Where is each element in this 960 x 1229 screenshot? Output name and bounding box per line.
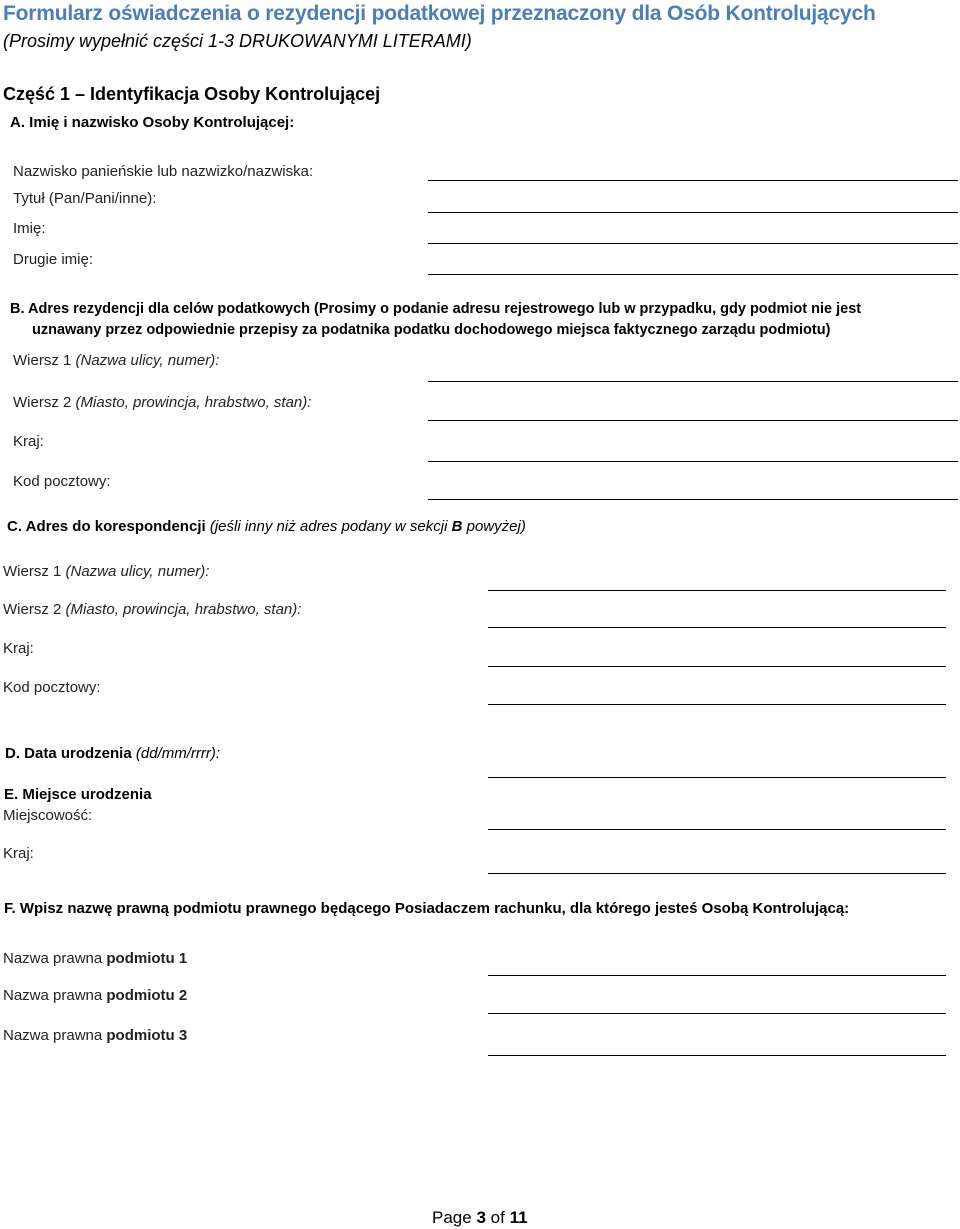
c-row1-hint: (Nazwa ulicy, numer): — [65, 563, 210, 580]
form-title: Formularz oświadczenia o rezydencji podatkowej przeznaczony dla Osób Kontrolujących — [3, 2, 876, 25]
birth-city-input-line[interactable] — [488, 829, 946, 830]
b-postal-input-line[interactable] — [428, 499, 958, 500]
entity-2-input-line[interactable] — [488, 1013, 946, 1014]
section-b-title-line1: B. Adres rezydencji dla celów podatkowych (Prosimy o podanie adresu rejestrowego lub w przypadku, gdy podmiot nie jest — [10, 301, 862, 317]
entity-1-bold: podmiotu 1 — [106, 950, 188, 967]
entity-3-input-line[interactable] — [488, 1055, 946, 1056]
section-d-title-row — [5, 745, 220, 762]
entity-2-label — [3, 987, 187, 1004]
c-row2-label — [3, 601, 301, 618]
c-row1-label-text: Wiersz 1 — [3, 563, 62, 580]
section-b-title-line2: uznawany przez odpowiednie przepisy za podatnika podatku dochodowego miejsca faktycznego zarządu podmiotu) — [32, 322, 831, 338]
c-postal-input-line[interactable] — [488, 704, 946, 705]
c-row1-label — [3, 563, 209, 580]
b-row2-input-line[interactable] — [428, 420, 958, 421]
page-word: Page — [432, 1208, 472, 1227]
c-country-input-line[interactable] — [488, 666, 946, 667]
section-c-title: C. Adres do korespondencji — [7, 518, 206, 535]
b-postal-label: Kod pocztowy: — [13, 473, 111, 490]
b-row1-label — [13, 352, 219, 369]
entity-1-input-line[interactable] — [488, 975, 946, 976]
b-country-input-line[interactable] — [428, 461, 958, 462]
b-row1-label-text: Wiersz 1 — [13, 352, 72, 369]
entity-2-prefix: Nazwa prawna — [3, 987, 103, 1004]
first-name-input-line[interactable] — [428, 243, 958, 244]
section-c-hint-before: (jeśli inny niż adres podany w sekcji — [209, 518, 452, 535]
maiden-name-label: Nazwisko panieńskie lub nazwizko/nazwiska: — [13, 163, 314, 180]
section-e-title: E. Miejsce urodzenia — [4, 786, 152, 803]
page-current: 3 — [476, 1208, 486, 1227]
entity-1-label — [3, 950, 187, 967]
birth-date-input-line[interactable] — [488, 777, 946, 778]
entity-3-bold: podmiotu 3 — [106, 1027, 188, 1044]
form-subtitle: (Prosimy wypełnić części 1-3 DRUKOWANYMI LITERAMI) — [3, 31, 472, 51]
c-country-label: Kraj: — [3, 640, 34, 657]
first-name-label: Imię: — [13, 220, 46, 237]
b-row2-label-text: Wiersz 2 — [13, 394, 72, 411]
b-row1-hint: (Nazwa ulicy, numer): — [75, 352, 220, 369]
middle-name-input-line[interactable] — [428, 274, 958, 275]
title-label: Tytuł (Pan/Pani/inne): — [13, 190, 157, 207]
section-d-hint: (dd/mm/rrrr): — [135, 745, 221, 762]
c-row2-hint: (Miasto, prowincja, hrabstwo, stan): — [65, 601, 302, 618]
birth-country-input-line[interactable] — [488, 873, 946, 874]
section-c-hint-bold: B — [451, 518, 463, 535]
page-number — [432, 1208, 528, 1228]
c-postal-label: Kod pocztowy: — [3, 679, 101, 696]
b-row1-input-line[interactable] — [428, 381, 958, 382]
entity-1-prefix: Nazwa prawna — [3, 950, 103, 967]
middle-name-label: Drugie imię: — [13, 251, 94, 268]
section-a-title: A. Imię i nazwisko Osoby Kontrolującej: — [10, 114, 295, 131]
birth-country-label: Kraj: — [3, 845, 34, 862]
section-c-title-row — [7, 518, 526, 535]
b-country-label: Kraj: — [13, 433, 44, 450]
page-total: 11 — [509, 1208, 528, 1227]
birth-city-label: Miejscowość: — [3, 807, 93, 824]
section-c-hint-after: powyżej) — [462, 518, 526, 535]
entity-3-prefix: Nazwa prawna — [3, 1027, 103, 1044]
section-d-title: D. Data urodzenia — [5, 745, 132, 762]
title-input-line[interactable] — [428, 212, 958, 213]
entity-2-bold: podmiotu 2 — [106, 987, 188, 1004]
c-row2-label-text: Wiersz 2 — [3, 601, 62, 618]
section-f-title: F. Wpisz nazwę prawną podmiotu prawnego będącego Posiadaczem rachunku, dla którego jesteś Osobą Kontrolującą: — [4, 900, 850, 917]
maiden-name-input-line[interactable] — [428, 180, 958, 181]
b-row2-hint: (Miasto, prowincja, hrabstwo, stan): — [75, 394, 312, 411]
of-word: of — [490, 1208, 505, 1227]
c-row2-input-line[interactable] — [488, 627, 946, 628]
b-row2-label — [13, 394, 311, 411]
entity-3-label — [3, 1027, 187, 1044]
c-row1-input-line[interactable] — [488, 590, 946, 591]
part1-title: Część 1 – Identyfikacja Osoby Kontrolującej — [3, 84, 381, 104]
